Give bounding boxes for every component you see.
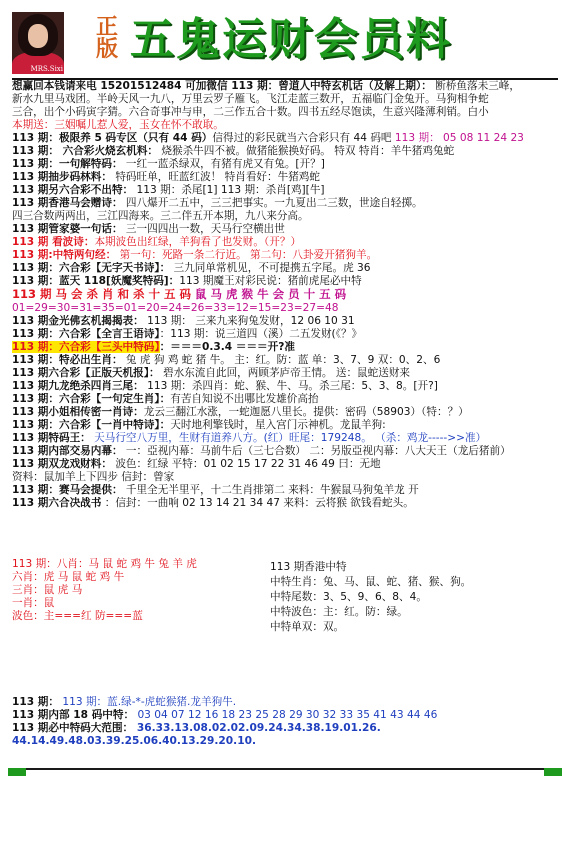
corner-mark-right <box>544 768 562 776</box>
logo <box>92 16 122 72</box>
content-text: 烧猴杀牛四不被。做猪能猴换好码。 特双 特肖：羊牛猪鸡兔蛇 <box>158 145 455 157</box>
content-text: 113 期：一句解特码： <box>12 158 123 170</box>
content-line <box>12 158 560 171</box>
content-line <box>12 262 560 275</box>
page <box>8 8 562 776</box>
content-text: 113 期：杀尾[1] 113 期：杀肖[鸡][牛] <box>133 184 325 196</box>
content-text: 113 期： 三来九来狗兔发财，12 06 10 31 <box>143 315 355 327</box>
content-text: 有苦自知说不出哪比发雄价高抬 <box>170 393 319 405</box>
content-text: 113 期管家婆一句话： <box>12 223 123 235</box>
bottom-text: 03 04 07 12 16 18 23 25 28 29 30 32 33 35 41 43 44 46 <box>134 709 438 721</box>
left-block-line: 三肖：鼠 虎 马 <box>12 584 83 596</box>
content-text: 极限养 5 码专区（只有 44 码） <box>59 132 213 144</box>
content-line <box>12 302 560 315</box>
header <box>8 8 562 78</box>
content-text: 三九同单常机见，不可提携五字尾。虎 36 <box>170 262 371 274</box>
content-text: 第一句：死路一条二行近。 第二句：八卦爱开猪狗羊。 <box>116 249 378 261</box>
content-text: 113 期香港马会赠诗： <box>12 197 123 209</box>
content-text: 本期送：三姻嘱儿惹人爱，玉女在怀不敢取。 <box>12 119 224 131</box>
right-block-line: 中特生肖：兔、马、鼠、蛇、猪、猴、狗。 <box>270 576 472 588</box>
content-text: ：＝＝＝0.3.4 ＝＝＝开?准 <box>159 341 295 353</box>
content-text: 四八爆开二五中，三三把事实。一九夏出二三数，世途自轻掷。 <box>122 197 423 209</box>
content-line <box>12 471 560 484</box>
content-text: 113 期六合决战书 <box>12 497 102 509</box>
content-line <box>12 184 560 197</box>
content-line <box>12 197 560 210</box>
content-line <box>12 341 560 354</box>
content-text: 113 期：赛马会提供： <box>12 484 123 496</box>
content-line <box>12 484 560 497</box>
content-text: 113 期金光佛玄机揭揭表： <box>12 315 144 327</box>
content-text: 三一四四出一数，天马行空横出世 <box>122 223 285 235</box>
content-line <box>12 445 560 458</box>
content-text: 113 期抽步码林料： <box>12 171 112 183</box>
content-text: 天马行空八万里，生财有道养八方。(红）旺尾：179248。 （杀：鸡龙----->>准） <box>90 432 487 444</box>
title-band <box>130 10 560 70</box>
content-line <box>12 145 560 158</box>
content-line <box>12 393 560 406</box>
content-text: 113 期： <box>12 132 59 144</box>
left-block-line: 六肖：虎 马 鼠 蛇 鸡 牛 <box>12 571 125 583</box>
content-text: 113 期 看波诗： <box>12 236 95 248</box>
bottom-block <box>12 696 560 748</box>
left-block-line: 波色：主===红 防===蓝 <box>12 610 143 622</box>
right-prediction-block <box>270 560 560 635</box>
logo-char-2: 版 <box>95 36 118 62</box>
avatar <box>12 12 64 74</box>
content-line <box>12 119 560 132</box>
content-text: 113 期魔王对彩民说：猪前虎尾必中特 <box>179 275 362 287</box>
content-text: 113 期：六合彩【一句定生肖】： <box>12 393 171 405</box>
left-block-line: 113 期：八肖：马 鼠 蛇 鸡 牛 兔 羊 虎 <box>12 558 197 570</box>
content-text: 一：亞视内幕：马前牛后（三七合数） 二：另版亞视内幕：八大天王（龙后猪前） <box>122 445 511 457</box>
content-line <box>12 236 560 249</box>
content-line <box>12 354 560 367</box>
content-text: 波色：红绿 平特：01 02 15 17 22 31 46 49 曰：无地 <box>111 458 381 470</box>
content-text: 113 期内部交易内幕： <box>12 445 123 457</box>
content-line <box>12 132 560 145</box>
content-line <box>12 497 560 510</box>
content-text: 113 期：六合彩【一肖中特诗】： <box>12 419 171 431</box>
content-text: ：信封：一曲响 02 13 14 21 34 47 来料：云将猴 欲钱看蛇头。 <box>101 497 414 509</box>
content-text: 信得过的彩民就当六合彩只有 44 码吧 <box>212 132 395 144</box>
content-text: 01=29=30=31=35=01=20=24=26=33=12=15=23=27=48 <box>12 302 339 314</box>
content-text: 113 期小姐相传密一肖诗： <box>12 406 144 418</box>
content-line <box>12 223 560 236</box>
bottom-text: 113 期必中特码大范围： <box>12 722 134 734</box>
content-text: 113 期六合彩【正版天机报】： <box>12 367 160 379</box>
content-line <box>12 328 560 341</box>
bottom-line <box>12 735 560 748</box>
logo-char-1: 正 <box>95 14 118 40</box>
content-text: 113 期双龙戏财料： <box>12 458 112 470</box>
content-line <box>12 458 560 471</box>
avatar-tag: MRS.Sixi <box>30 65 63 73</box>
content-text: 兔 虎 狗 鸡 蛇 猪 牛。 主：红。防：蓝 单：3、7、9 双：0、2、6 <box>122 354 441 366</box>
page-title: 五鬼运财会员料 <box>130 14 452 65</box>
content-line <box>12 249 560 262</box>
right-block-line: 中特波色：主：红。防：绿。 <box>270 606 408 618</box>
right-block-line: 中特单双：双。 <box>270 621 345 633</box>
content-text: 鼠 马 虎 猴 牛 会 员 十 五 码 <box>191 288 347 301</box>
content-text: 三合，出个小码寅字猜。六合奇事冲与申，二三作五合十数。四书五经尽饱读，生意兴隆薄利销。白小 <box>12 106 489 118</box>
bottom-line <box>12 696 560 709</box>
content-text: 本期波色出红绿，羊狗看了也发财。（开？） <box>94 236 302 248</box>
left-block-line: 一肖：鼠 <box>12 597 55 609</box>
content-line <box>12 380 560 393</box>
content-text: 断桥鱼落未三峰， <box>431 80 520 92</box>
content-line <box>12 210 560 223</box>
content-text: 碧水东流自此回，两顾茅庐帝王情。 送：鼠蛇送财来 <box>159 367 411 379</box>
right-block-line: 113 期香港中特 <box>270 561 347 573</box>
content-text: 特码旺单，旺蓝红波！ 特肖看好：牛猪鸡蛇 <box>111 171 320 183</box>
content-text: 113 期：特必出生肖： <box>12 354 123 366</box>
content-text: ：113 期：说三道四（溪）二五发财(《？》 <box>159 328 363 340</box>
content-text: 113 期另六合彩不出特： <box>12 184 134 196</box>
content-text: 资料：鼠加羊上下四步 信封：曾家 <box>12 471 175 483</box>
bottom-divider <box>8 768 562 770</box>
bottom-text: 113 期内部 18 码中特： <box>12 709 135 721</box>
content-text: 113 期：杀四肖：蛇、猴、牛、马。杀三尾：5、3、8。[开?] <box>143 380 438 392</box>
content-text: 一红一蓝杀绿双，有猪有虎又有兔。[开？] <box>122 158 325 170</box>
content-line <box>12 93 560 106</box>
content-line <box>12 106 560 119</box>
content-line <box>12 275 560 288</box>
content-text: 四三合数两两出，三江四海来。三二伴五开本期，九八来分高。 <box>12 210 309 222</box>
content-text: 113 期：蓝天 118[妖魔奖特码]： <box>12 275 180 287</box>
content-text: 113 期： 六合彩火烧玄机料： <box>12 145 159 157</box>
content-line <box>12 432 560 445</box>
bottom-line <box>12 722 560 735</box>
content-text: 龙云三翻江水涨，一蛇迦愿八里长。提供：密码（58903）（特：？） <box>143 406 469 418</box>
content-text: 天时地利擎钱时，星入宫门示神机。龙鼠羊狗: <box>170 419 386 431</box>
content-text: 千里全无半里平，十二生肖排第二 来料：牛猴鼠马狗兔羊龙 开 <box>122 484 419 496</box>
left-prediction-block <box>12 558 272 623</box>
content-text: 113 期特码王： <box>12 432 91 444</box>
content-text: 想赢回本钱请来电 15201512484 可加微信 113 期：曾道人中特玄机话（及解上期）： <box>12 80 432 92</box>
content-text: 113 期:中特两句经： <box>12 249 117 261</box>
content-line <box>12 406 560 419</box>
bottom-line <box>12 709 560 722</box>
content-text: 113 期： 05 08 11 24 23 <box>394 132 524 144</box>
corner-mark-left <box>8 768 26 776</box>
content-text: 113 期：六合彩【全言王语诗】 <box>12 328 160 340</box>
content-text: 新水九里马戏团。半岭天风一九八，万里云罗子雁飞。飞江走蓝三数开，五福临门金兔开。马狗相争蛇 <box>12 93 489 105</box>
right-block-line: 中特尾数：3、5、9、6、8、4。 <box>270 591 427 603</box>
content-line <box>12 80 560 93</box>
bottom-text: 36.33.13.08.02.02.09.24.34.38.19.01.26. <box>133 722 381 734</box>
bottom-text: 113 期：蓝.绿-*-虎蛇猴猪.龙羊狗牛. <box>59 696 237 708</box>
bottom-text: 44.14.49.48.03.39.25.06.40.13.29.20.10. <box>12 735 256 747</box>
content-text: 113 期：六合彩【无字天书诗】： <box>12 262 171 274</box>
content-text: 113 期：六合彩【三头中特码】 <box>12 341 160 353</box>
content-line <box>12 171 560 184</box>
bottom-text: 113 期： <box>12 696 59 708</box>
content <box>12 80 560 510</box>
content-line <box>12 367 560 380</box>
content-line <box>12 288 560 302</box>
content-text: 113 期 马 会 杀 肖 和 杀 十 五 码 <box>12 288 192 301</box>
content-line <box>12 315 560 328</box>
content-line <box>12 419 560 432</box>
content-text: 113 期九龙绝杀四肖三尾： <box>12 380 144 392</box>
